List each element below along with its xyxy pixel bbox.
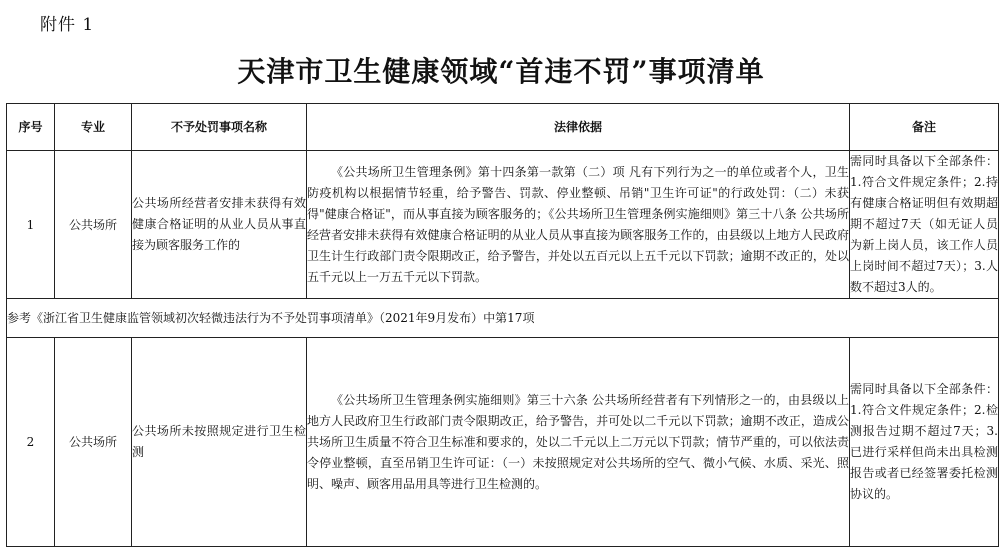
row-seq: 2: [7, 338, 55, 547]
row-remarks: 需同时具备以下全部条件：1.符合文件规定条件；2.检测报告过期不超过7天；3.已进行采样但尚未出具检测报告或者已经签署委托检测协议的。: [850, 338, 999, 547]
table-row: [7, 151, 999, 299]
header-legal-basis: 法律依据: [307, 104, 850, 151]
penalty-exemption-table: [6, 103, 999, 547]
row-item-name: 公共场所经营者安排未获得有效健康合格证明的从业人员从事直接为顾客服务工作的: [132, 151, 307, 299]
row-remarks: 需同时具备以下全部条件：1.符合文件规定条件；2.持有健康合格证明但有效期超期不超过7天（如无证人员为新上岗人员，该工作人员上岗时间不超过7天）；3.人数不超过3人的。: [850, 151, 999, 299]
row-legal-basis: 《公共场所卫生管理条例》第十四条第一款第（二）项 凡有下列行为之一的单位或者个人，卫生防疫机构以根据情节轻重，给予警告、罚款、停业整顿、吊销"卫生许可证"的行政处罚：（二）未获得"健康合格证"，而从事直接为顾客服务的；《公共场所卫生管理条例实施细则》第三十八条 公共场所经营者安排未获得有效健康合格证明的从业人员从事直接为顾客服务工作的，由县级以上地方人民政府卫生计生行政部门责令限期改正，给予警告，并处以五百元以上五千元以下罚款；逾期不改正的，处以五千元以上一万五千元以下罚款。: [307, 151, 850, 299]
header-seq: 序号: [7, 104, 55, 151]
row-item-name: 公共场所未按照规定进行卫生检测: [132, 338, 307, 547]
header-item-name: 不予处罚事项名称: [132, 104, 307, 151]
row-major: 公共场所: [55, 338, 132, 547]
reference-note: 参考《浙江省卫生健康监管领域初次轻微违法行为不予处罚事项清单》（2021年9月发布）中第17项: [7, 299, 999, 338]
header-remarks: 备注: [850, 104, 999, 151]
header-major: 专业: [55, 104, 132, 151]
reference-row: [7, 299, 999, 338]
row-major: 公共场所: [55, 151, 132, 299]
attachment-label: 附件 1: [40, 15, 95, 35]
row-seq: 1: [7, 151, 55, 299]
row-legal-basis: 《公共场所卫生管理条例实施细则》第三十六条 公共场所经营者有下列情形之一的，由县级以上地方人民政府卫生行政部门责令限期改正，给予警告，并可处以二千元以下罚款；逾期不改正，造成公共场所卫生质量不符合卫生标准和要求的，处以二千元以上二万元以下罚款；情节严重的，可以依法责令停业整顿，直至吊销卫生许可证：（一）未按照规定对公共场所的空气、微小气候、水质、采光、照明、噪声、顾客用品用具等进行卫生检测的。: [307, 338, 850, 547]
table-row: [7, 338, 999, 547]
document-title: 天津市卫生健康领域“首违不罚”事项清单: [237, 55, 765, 88]
table-header-row: [7, 104, 999, 151]
